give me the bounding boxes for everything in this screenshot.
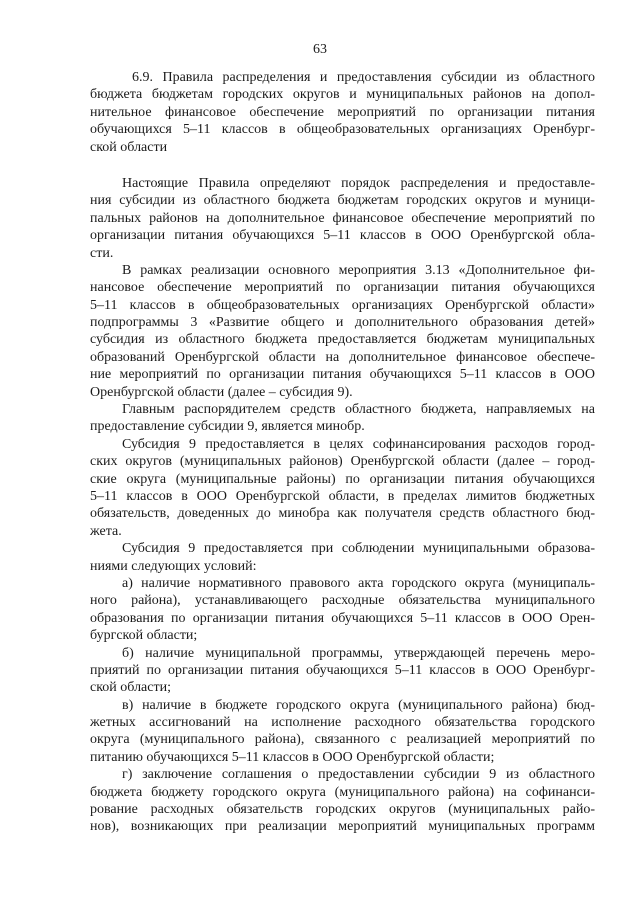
paragraph-line: Субсидия 9 предоставляется при соблюдении муниципальными образова-	[122, 541, 595, 557]
paragraph-line: предоставление субсидии 9, является минобр.	[90, 419, 365, 435]
paragraph-line: В рамках реализации основного мероприятия 3.13 «Дополнительное фи-	[122, 262, 595, 278]
section-title-line: 6.9. Правила распределения и предоставления субсидии из областного	[132, 70, 595, 85]
paragraph-line: ние мероприятий по организации питания обучающихся 5–11 классов в ООО	[90, 367, 595, 383]
section-title-line: обучающихся 5–11 классов в общеобразовательных организациях Оренбург-	[90, 122, 595, 138]
paragraph-line: образований Оренбургской области на дополнительное финансовое обеспече-	[90, 349, 595, 365]
paragraph-line: ного района), устанавливающего расходные обязательства муниципального	[90, 593, 595, 609]
paragraph-line: Настоящие Правила определяют порядок распределения и предоставле-	[122, 175, 595, 191]
paragraph-line: а) наличие нормативного правового акта городского округа (муниципаль-	[122, 575, 595, 591]
paragraph-line: нансовое обеспечение мероприятий по организации питания обучающихся	[90, 280, 595, 296]
condition-item-b	[90, 645, 595, 697]
paragraph-line: ские округа (муниципальные районы) по организации питания обучающихся	[90, 471, 595, 487]
title-spacer	[90, 156, 595, 175]
paragraph-line: Оренбургской области (далее – субсидия 9).	[90, 384, 353, 400]
paragraph-line: организации питания обучающихся 5–11 классов в ООО Оренбургской обла-	[90, 228, 595, 244]
section-title-line: бюджета бюджетам городских округов и муниципальных районов на допол-	[90, 87, 595, 103]
paragraph-line: образования по организации питания обучающихся 5–11 классов в ООО Орен-	[90, 610, 595, 626]
paragraph-subsidy-purpose	[90, 436, 595, 540]
paragraph-line: жетных ассигнований на исполнение расходного обязательства городского	[90, 715, 595, 731]
paragraph-main-manager	[90, 401, 595, 436]
paragraph-line: ниями следующих условий:	[90, 558, 257, 574]
paragraph-line: Главным распорядителем средств областного бюджета, направляемых на	[122, 402, 595, 418]
paragraph-line: сти.	[90, 245, 114, 261]
paragraph-line: бургской области;	[90, 628, 198, 644]
page-number: 63	[313, 42, 327, 57]
document-body	[90, 69, 595, 836]
paragraph-line: подпрограммы 3 «Развитие общего и дополнительного образования детей»	[90, 315, 595, 331]
paragraph-line: ния субсидии из областного бюджета бюджетам городских округов и муници-	[90, 193, 595, 209]
paragraph-subsidy-conditions	[90, 540, 595, 575]
paragraph-line: рование расходных обязательств городских округов (муниципальных райо-	[90, 802, 595, 818]
paragraph-line: б) наличие муниципальной программы, утверждающей перечень меро-	[122, 645, 595, 661]
paragraph-line: бюджета бюджету городского округа (муниципального района) на софинанси-	[90, 784, 595, 800]
condition-item-a	[90, 575, 595, 645]
paragraph-line: 5–11 классов в общеобразовательных организациях Оренбургской области»	[90, 297, 595, 313]
condition-item-g	[90, 766, 595, 836]
paragraph-line: обязательств, доведенных до минобра как получателя средств областного бюд-	[90, 506, 595, 522]
paragraph-line: субсидия из областного бюджета предоставляется бюджетам муниципальных	[90, 332, 595, 348]
section-title-line: ской области	[90, 139, 168, 155]
section-title-line: нительное финансовое обеспечение мероприятий по организации питания	[90, 104, 595, 120]
paragraph-line: питанию обучающихся 5–11 классов в ООО Оренбургской области;	[90, 749, 495, 765]
paragraph-line: ских округов (муниципальных районов) Оренбургской области (далее – город-	[90, 454, 595, 470]
paragraph-line: округа (муниципального района), связанного с реализацией мероприятий по	[90, 732, 595, 748]
paragraph-line: приятий по организации питания обучающихся 5–11 классов в ООО Оренбург-	[90, 662, 595, 678]
paragraph-line: жета.	[90, 523, 122, 539]
paragraph-line: Субсидия 9 предоставляется в целях софинансирования расходов город-	[122, 436, 595, 452]
paragraph-line: ской области;	[90, 680, 171, 696]
paragraph-line: 5–11 классов в ООО Оренбургской области, в пределах лимитов бюджетных	[90, 488, 595, 504]
paragraph-line: в) наличие в бюджете городского округа (муниципального района) бюд-	[122, 697, 595, 713]
paragraph-line: пальных районов на дополнительное финансовое обеспечение мероприятий по	[90, 210, 595, 226]
condition-item-v	[90, 697, 595, 767]
paragraph-intro	[90, 175, 595, 262]
paragraph-main-activity	[90, 262, 595, 401]
paragraph-line: нов), возникающих при реализации мероприятий муниципальных программ	[90, 819, 595, 835]
paragraph-line: г) заключение соглашения о предоставлении субсидии 9 из областного	[122, 767, 595, 783]
section-title	[90, 69, 595, 156]
